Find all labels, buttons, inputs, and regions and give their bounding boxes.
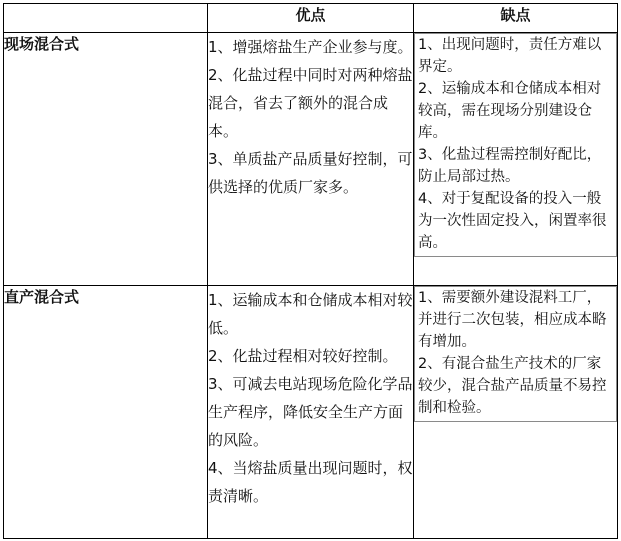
cons-cell [414, 286, 618, 539]
pros-item: 3、单质盐产品质量好控制，可供选择的优质厂家多。 [208, 150, 413, 196]
header-cons: 缺点 [414, 4, 618, 33]
pros-item: 1、运输成本和仓储成本相对较低。 [208, 291, 413, 337]
cons-cell [414, 33, 618, 286]
pros-item: 2、化盐过程相对较好控制。 [208, 347, 398, 365]
row-label: 直产混合式 [4, 286, 208, 539]
cons-box [414, 286, 617, 422]
pros-item: 4、当熔盐质量出现问题时，权责清晰。 [208, 459, 413, 505]
table-row [4, 286, 618, 539]
header-corner [4, 4, 208, 33]
cons-item: 2、有混合盐生产技术的厂家较少，混合盐产品质量不易控制和检验。 [418, 356, 607, 416]
table-row [4, 33, 618, 286]
cons-item: 3、化盐过程需控制好配比，防止局部过热。 [418, 147, 602, 185]
cons-item: 1、出现问题时，责任方难以界定。 [418, 37, 602, 75]
header-row [4, 4, 618, 33]
pros-cell [208, 33, 414, 286]
cons-item: 4、对于复配设备的投入一般为一次性固定投入，闲置率很高。 [418, 191, 607, 251]
cons-box [414, 33, 617, 257]
row-label: 现场混合式 [4, 33, 208, 286]
cons-item: 1、需要额外建设混料工厂，并进行二次包装，相应成本略有增加。 [418, 290, 607, 350]
header-pros: 优点 [208, 4, 414, 33]
pros-item: 2、化盐过程中同时对两种熔盐混合，省去了额外的混合成本。 [208, 66, 413, 140]
pros-cell [208, 286, 414, 539]
comparison-table [3, 3, 618, 539]
cons-item: 2、运输成本和仓储成本相对较高，需在现场分别建设仓库。 [418, 81, 602, 141]
pros-item: 1、增强熔盐生产企业参与度。 [208, 38, 413, 56]
pros-item: 3、可减去电站现场危险化学品生产程序，降低安全生产方面的风险。 [208, 375, 413, 449]
